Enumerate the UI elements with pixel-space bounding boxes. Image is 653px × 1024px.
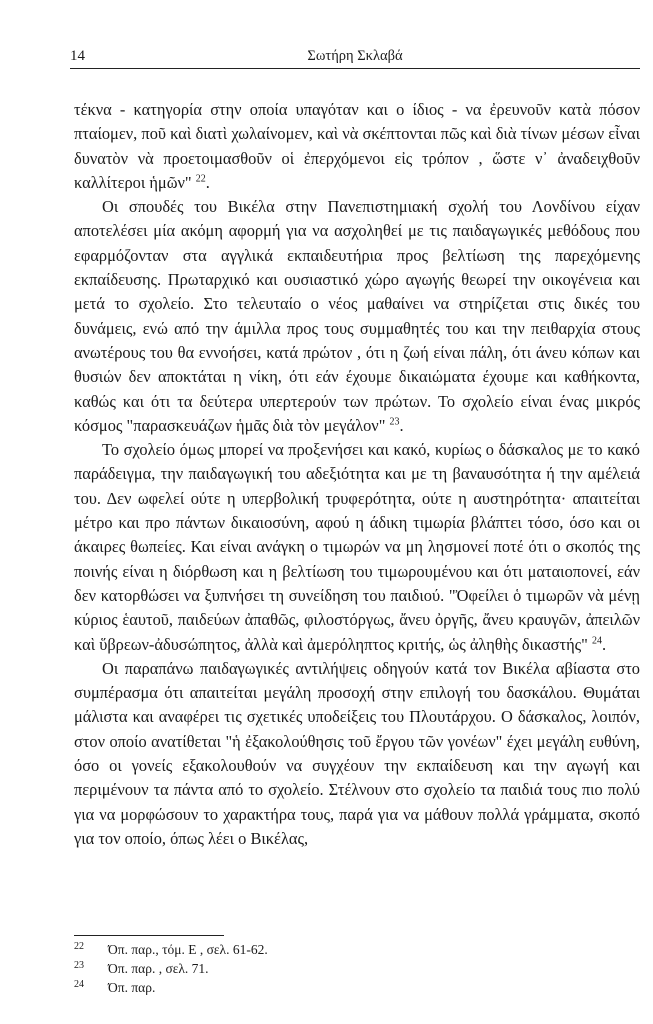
footnote bbox=[74, 978, 474, 997]
paragraph: Το σχολείο όμως μπορεί να προξενήσει και κακό, κυρίως ο δάσκαλος με το κακό παράδειγμα, την παιδαγωγική του αδεξιότητα και με τη βαναυσότητα ή την αμέλειά του. Δεν ωφελεί ούτε η υπερβολική τρυφερότητα, ούτε η αυστηρότητα· απαιτείται μέτρο και προ πάντων δικαιοσύνη, αφού η άδικη τιμωρία βλάπτει τόσο, όσο και οι άκαιρες θωπείες. Και είναι ανάγκη ο τιμωρών να μη λησμονεί ποτέ ότι ο σκοπός της ποινής είναι η διόρθωση και η βελτίωση του τιμωρουμένου και ότι ματαιοπονεί, εάν δεν κατορθώσει να ξυπνήσει τη συνείδηση του παιδιού. "Ὀφείλει ὁ τιμωρῶν νὰ μένῃ κύριος ἑαυτοῦ, παιδεύων ἀπαθῶς, φιλοστόργως, ἄνευ ὀργῆς, ἄνευ κραυγῶν, ἀπειλῶν καὶ ὕβρεων-ἀδυσώπητος, ἀλλὰ καὶ ἀμερόληπτος κριτής, ὡς ἀληθὴς δικαστής" $^{24}$. bbox=[74, 440, 640, 654]
paragraph-text: Το σχολείο όμως μπορεί να προξενήσει και κακό, κυρίως ο δάσκαλος με το κακό παράδειγμα, την παιδαγωγική του αδεξιότητα και με τη βαναυσότητα ή την αμέλειά του. Δεν ωφελεί ούτε η υπερβολική τρυφερότητα, ούτε η αυστηρότητα· απαιτείται μέτρο και προ πάντων δικαιοσύνη, αφού η άδικη τιμωρία βλάπτει τόσο, όσο και οι άκαιρες θωπείες. Και είναι ανάγκη ο τιμωρών να μη λησμονεί ποτέ ότι ο σκοπός της ποινής είναι η διόρθωση και η βελτίωση του τιμωρουμένου και ότι ματαιοπονεί, εάν δεν κατορθώσει να ξυπνήσει τη συνείδηση του παιδιού. "Ὀφείλει ὁ τιμωρῶν νὰ μένῃ κύριος ἑαυτοῦ, παιδεύων ἀπαθῶς, φιλοστόργως, ἄνευ ὀργῆς, ἄνευ κραυγῶν, ἀπειλῶν καὶ ὕβρεων-ἀδυσώπητος, ἀλλὰ καὶ ἀμερόληπτος κριτής, ὡς ἀληθὴς δικαστής" bbox=[74, 440, 640, 654]
paragraph-text: Οι παραπάνω παιδαγωγικές αντιλήψεις οδηγούν κατά τον Βικέλα αβίαστα στο συμπέρασμα ότι απαιτείται μεγάλη προσοχή στην επιλογή του δασκάλου. Θυμάται μάλιστα και αναφέρει τις σχετικές υποδείξεις του Πλουτάρχου. Ο δάσκαλος, λοιπόν, στον οποίο ανατίθεται "ἡ ἐξακολούθησις τοῦ ἔργου τῶν γονέων" έχει μεγάλη ευθύνη, όσο οι γονείς εξακολουθούν να συγχέουν την εκπαίδευση και την αγωγή και περιμένουν τα πάντα από το σχολείο. Στέλνουν στο σχολείο τα παιδιά τους πιο πολύ για να μορφώσουν το χαρακτήρα τους, παρά για να μάθουν πολλά γράμματα, σκοπό για τον οποίο, όπως λέει ο Βικέλας, bbox=[74, 658, 640, 848]
running-head: Σωτήρη Σκλαβά bbox=[307, 48, 403, 64]
footnote bbox=[74, 959, 474, 978]
page-header bbox=[70, 46, 640, 69]
footnote-text: Όπ. παρ. , σελ. 71. bbox=[108, 961, 209, 976]
footnote-number: 23 bbox=[74, 960, 84, 971]
footnote-number: 24 bbox=[74, 979, 84, 990]
footnote bbox=[74, 940, 474, 959]
footnote-reference: 22 bbox=[195, 173, 206, 185]
page-number: 14 bbox=[70, 48, 85, 64]
body-text bbox=[74, 98, 640, 851]
paragraph-text: Οι σπουδές του Βικέλα στην Πανεπιστημιακή σχολή του Λονδίνου είχαν αποτελέσει μία ακόμη αφορμή για να ασχοληθεί με τις παιδαγωγικές μεθόδους που εφαρμόζονταν στα αγγλικά εκπαιδευτήρια προς βελτίωση της παρεχόμενης εκπαίδευσης. Πρωταρχικό και ουσιαστικό χώρο αγωγής θεωρεί την οικογένεια και μετά το σχολείο. Στο τελευταίο ο νέος μαθαίνει να στηρίζεται στις δικές του δυνάμεις, ενώ από την άμιλλα προς τους συμμαθητές του και την πειθαρχία στους ανωτέρους του θα εννοήσει, κατά πρώτον , ότι η ζωή είναι πάλη, ότι άνευ κόπων και θυσιών δεν αποκτάται η νίκη, ότι εάν έχουμε δικαιώματα έχουμε και καθήκοντα, καθώς και ότι τα δεύτερα υπερτερούν των πρώτων. Το σχολείο είναι ένας μικρός κόσμος "παρασκευάζων ἡμᾶς διὰ τὸν μεγάλον" bbox=[74, 197, 640, 435]
footnote-divider bbox=[74, 935, 224, 936]
footnotes bbox=[74, 940, 474, 997]
footnote-number: 22 bbox=[74, 941, 84, 952]
footnote-text: Όπ. παρ. bbox=[108, 980, 156, 995]
footnote-reference: 24 bbox=[591, 635, 602, 647]
paragraph bbox=[74, 657, 640, 851]
footnote-text: Όπ. παρ., τόμ. Ε , σελ. 61-62. bbox=[108, 942, 268, 957]
paragraph: τέκνα - κατηγορία στην οποία υπαγόταν και ο ίδιος - να ἐρευνοῦν κατὰ πόσον πταίομεν, ποῦ καὶ διατὶ χωλαίνομεν, καὶ νὰ σκέπτονται πῶς καὶ διὰ τίνων μέσων εἶναι δυνατὸν νὰ προετοιμασθοῦν οἱ ἐπερχόμενοι εἰς τρόπον , ὥστε ν᾽ ἀναδειχθοῦν καλλίτεροι ἡμῶν" $^{22}$. bbox=[74, 100, 640, 192]
footnote-reference: 23 bbox=[389, 416, 400, 428]
paragraph: Οι σπουδές του Βικέλα στην Πανεπιστημιακή σχολή του Λονδίνου είχαν αποτελέσει μία ακόμη αφορμή για να ασχοληθεί με τις παιδαγωγικές μεθόδους που εφαρμόζονταν στα αγγλικά εκπαιδευτήρια προς βελτίωση της παρεχόμενης εκπαίδευσης. Πρωταρχικό και ουσιαστικό χώρο αγωγής θεωρεί την οικογένεια και μετά το σχολείο. Στο τελευταίο ο νέος μαθαίνει να στηρίζεται στις δικές του δυνάμεις, ενώ από την άμιλλα προς τους συμμαθητές του και την πειθαρχία στους ανωτέρους του θα εννοήσει, κατά πρώτον , ότι η ζωή είναι πάλη, ότι άνευ κόπων και θυσιών δεν αποκτάται η νίκη, ότι εάν έχουμε δικαιώματα έχουμε και καθήκοντα, καθώς και ότι τα δεύτερα υπερτερούν των πρώτων. Το σχολείο είναι ένας μικρός κόσμος "παρασκευάζων ἡμᾶς διὰ τὸν μεγάλον" $^{23}$. bbox=[74, 197, 640, 435]
paragraph-text: τέκνα - κατηγορία στην οποία υπαγόταν και ο ίδιος - να ἐρευνοῦν κατὰ πόσον πταίομεν, ποῦ καὶ διατὶ χωλαίνομεν, καὶ νὰ σκέπτονται πῶς καὶ διὰ τίνων μέσων εἶναι δυνατὸν νὰ προετοιμασθοῦν οἱ ἐπερχόμενοι εἰς τρόπον , ὥστε ν᾽ ἀναδειχθοῦν καλλίτεροι ἡμῶν" bbox=[74, 100, 640, 192]
